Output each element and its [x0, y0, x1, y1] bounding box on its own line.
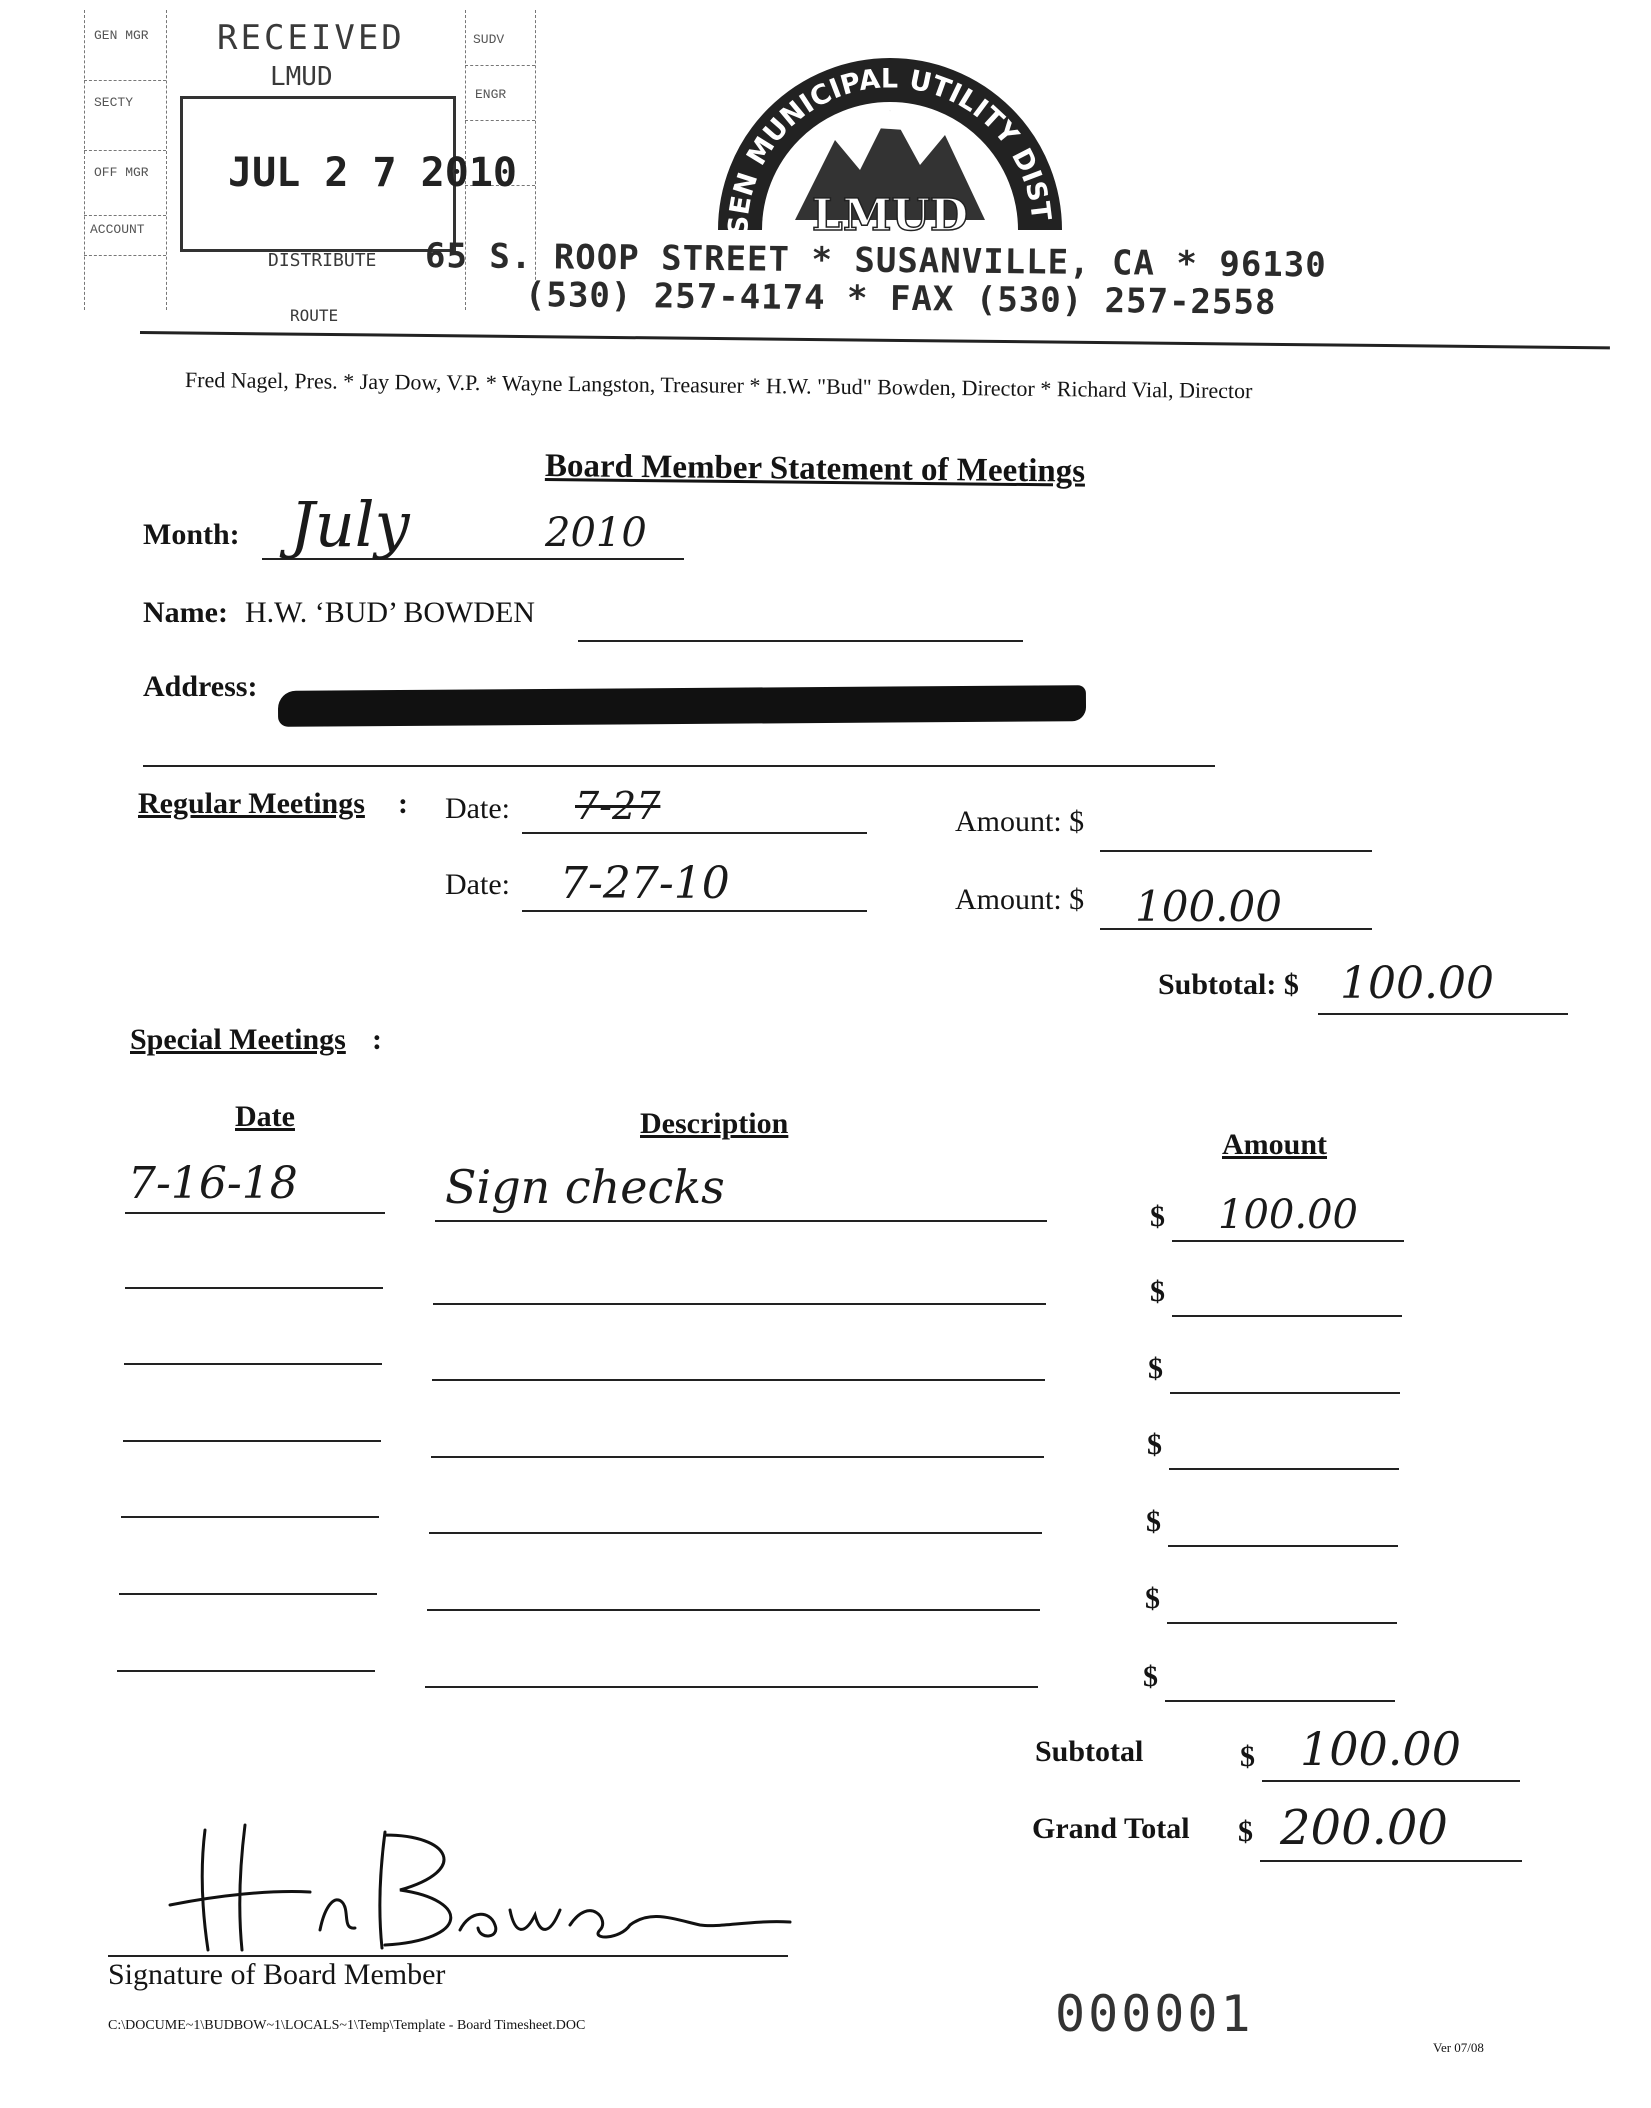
grand-total-dollar: $ — [1238, 1815, 1253, 1848]
month-label: Month: — [143, 518, 240, 551]
name-value: H.W. ‘BUD’ BOWDEN — [245, 596, 535, 629]
address-redaction — [278, 685, 1086, 727]
column-header-date: Date — [235, 1100, 295, 1133]
stamp-cell-account: ACCOUNT — [90, 222, 145, 237]
signature-line — [108, 1955, 788, 1957]
special-desc-line-1 — [435, 1220, 1047, 1222]
address-line-2 — [143, 765, 1215, 767]
special-meetings-heading: Special Meetings — [130, 1023, 346, 1056]
special-date-line-3 — [124, 1363, 382, 1365]
regular-date-line-1 — [522, 832, 867, 834]
special-amount-line-5 — [1168, 1545, 1398, 1547]
stamp-route-text: ROUTE — [290, 306, 339, 325]
address-label: Address: — [143, 670, 258, 703]
regular-amount-label-2: Amount: $ — [955, 883, 1085, 916]
special-amount-line-4 — [1169, 1468, 1399, 1470]
special-date-line-6 — [119, 1593, 377, 1595]
special-dollar-2: $ — [1150, 1275, 1165, 1308]
special-subtotal-line — [1262, 1780, 1520, 1782]
org-address: 65 S. ROOP STREET * SUSANVILLE, CA * 96130 — [424, 236, 1327, 286]
regular-meetings-colon: : — [398, 787, 408, 820]
stamp-cell-gen-mgr: GEN MGR — [94, 28, 149, 43]
column-header-amount: Amount — [1222, 1128, 1328, 1161]
grand-total-label: Grand Total — [1032, 1812, 1190, 1845]
svg-text:LASSEN MUNICIPAL UTILITY DISTR: SEN MUNICIPAL UTILITY DIST — [723, 63, 1057, 236]
stamp-cell-engr: ENGR — [475, 87, 507, 102]
special-date-1: 7-16-18 — [128, 1158, 298, 1209]
special-dollar-1: $ — [1150, 1200, 1165, 1233]
special-amount-line-1 — [1172, 1240, 1404, 1242]
special-dollar-6: $ — [1145, 1582, 1160, 1615]
regular-date-2: 7-27-10 — [560, 858, 730, 909]
regular-amount-2: 100.00 — [1135, 882, 1282, 931]
special-amount-line-7 — [1165, 1700, 1395, 1702]
special-date-line-2 — [125, 1287, 383, 1289]
special-subtotal-value: 100.00 — [1300, 1722, 1461, 1776]
special-subtotal-label: Subtotal — [1035, 1735, 1144, 1768]
utility-district-logo — [700, 30, 1080, 250]
special-amount-line-3 — [1170, 1392, 1400, 1394]
stamp-cell-off-mgr: OFF MGR — [94, 165, 149, 180]
special-dollar-5: $ — [1146, 1505, 1161, 1538]
special-amount-line-2 — [1172, 1315, 1402, 1317]
special-dollar-3: $ — [1148, 1352, 1163, 1385]
special-desc-line-7 — [425, 1686, 1038, 1688]
grand-total-line — [1260, 1860, 1522, 1862]
special-date-line-1 — [125, 1212, 385, 1214]
month-value: July — [290, 488, 410, 561]
regular-amount-label-1: Amount: $ — [955, 805, 1085, 838]
header-rule — [140, 331, 1610, 349]
name-label: Name: — [143, 596, 228, 629]
grand-total-value: 200.00 — [1280, 1800, 1448, 1856]
regular-date-line-2 — [522, 910, 867, 912]
special-amount-line-6 — [1167, 1622, 1397, 1624]
form-version: Ver 07/08 — [1433, 2040, 1484, 2055]
officers-list: Fred Nagel, Pres. * Jay Dow, V.P. * Wayne Langston, Treasurer * H.W. "Bud" Bowden, Director * Richard Vial, Director — [184, 367, 1253, 404]
org-phone: (530) 257-4174 * FAX (530) 257-2558 — [524, 275, 1277, 323]
special-date-line-7 — [117, 1670, 375, 1672]
regular-date-label-2: Date: — [445, 868, 510, 901]
regular-date-label-1: Date: — [445, 792, 510, 825]
year-value: 2010 — [545, 510, 647, 556]
special-meetings-colon: : — [372, 1023, 382, 1056]
stamp-date: JUL 2 7 2010 — [228, 150, 517, 196]
regular-date-1: 7-27 — [575, 784, 661, 828]
special-desc-line-2 — [433, 1303, 1046, 1305]
special-desc-line-3 — [432, 1379, 1045, 1381]
special-desc-line-6 — [427, 1609, 1040, 1611]
regular-subtotal-value: 100.00 — [1340, 958, 1494, 1009]
special-dollar-7: $ — [1143, 1660, 1158, 1693]
stamp-cell-secty: SECTY — [94, 95, 134, 110]
name-line — [578, 640, 1023, 642]
special-desc-1: Sign checks — [445, 1160, 725, 1214]
special-subtotal-dollar: $ — [1240, 1740, 1255, 1773]
special-date-line-5 — [121, 1516, 379, 1518]
document-number: 000001 — [1055, 1985, 1254, 2043]
special-amount-1: 100.00 — [1218, 1192, 1358, 1238]
signature-label: Signature of Board Member — [108, 1958, 446, 1991]
stamp-received-text: RECEIVED — [217, 18, 405, 58]
stamp-cell-sudv: SUDV — [473, 32, 505, 47]
special-dollar-4: $ — [1147, 1428, 1162, 1461]
regular-amount-line-1 — [1100, 850, 1372, 852]
regular-meetings-heading: Regular Meetings — [138, 787, 365, 820]
regular-subtotal-label: Subtotal: $ — [1158, 968, 1299, 1001]
svg-text:LMUD: LMUD — [811, 190, 969, 241]
stamp-distribute-text: DISTRIBUTE — [268, 250, 377, 271]
special-desc-line-4 — [431, 1456, 1044, 1458]
file-path: C:\DOCUME~1\BUDBOW~1\LOCALS~1\Temp\Template - Board Timesheet.DOC — [108, 2018, 586, 2033]
regular-subtotal-line — [1318, 1013, 1568, 1015]
special-date-line-4 — [123, 1440, 381, 1442]
board-member-signature — [110, 1810, 810, 1960]
special-desc-line-5 — [429, 1532, 1042, 1534]
stamp-org-text: LMUD — [270, 62, 333, 92]
column-header-description: Description — [640, 1107, 789, 1140]
form-title: Board Member Statement of Meetings — [544, 448, 1086, 490]
